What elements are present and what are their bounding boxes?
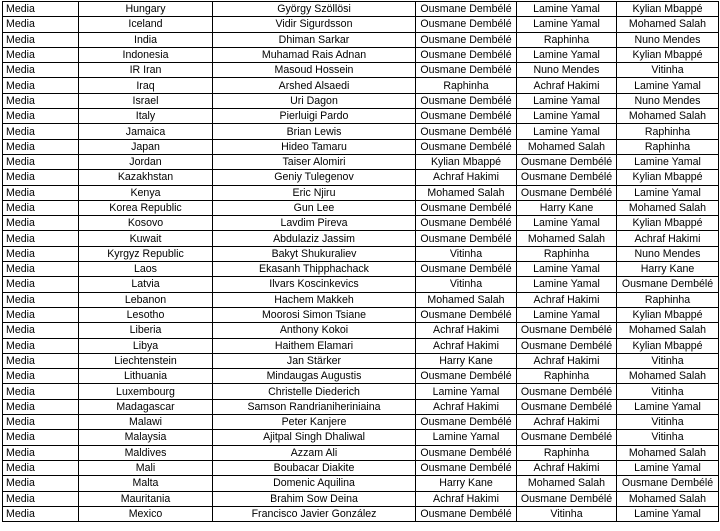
voter-cell: György Szöllösi bbox=[213, 2, 416, 17]
first-choice-cell: Ousmane Dembélé bbox=[416, 93, 517, 108]
third-choice-cell: Nuno Mendes bbox=[617, 246, 719, 261]
table-row bbox=[3, 2, 719, 17]
first-choice-cell: Ousmane Dembélé bbox=[416, 307, 517, 322]
second-choice-cell: Ousmane Dembélé bbox=[517, 338, 617, 353]
first-choice-cell: Achraf Hakimi bbox=[416, 491, 517, 506]
country-cell: Mauritania bbox=[79, 491, 213, 506]
table-row bbox=[3, 323, 719, 338]
table-row bbox=[3, 353, 719, 368]
category-cell: Media bbox=[3, 399, 79, 414]
table-row bbox=[3, 139, 719, 154]
table-row bbox=[3, 399, 719, 414]
third-choice-cell: Nuno Mendes bbox=[617, 32, 719, 47]
voter-cell: Azzam Ali bbox=[213, 445, 416, 460]
first-choice-cell: Ousmane Dembélé bbox=[416, 139, 517, 154]
voter-cell: Uri Dagon bbox=[213, 93, 416, 108]
category-cell: Media bbox=[3, 109, 79, 124]
voter-cell: Jan Stärker bbox=[213, 353, 416, 368]
country-cell: Lebanon bbox=[79, 292, 213, 307]
first-choice-cell: Mohamed Salah bbox=[416, 185, 517, 200]
third-choice-cell: Nuno Mendes bbox=[617, 93, 719, 108]
country-cell: Malta bbox=[79, 476, 213, 491]
category-cell: Media bbox=[3, 262, 79, 277]
table-row bbox=[3, 93, 719, 108]
second-choice-cell: Lamine Yamal bbox=[517, 47, 617, 62]
voter-cell: Brian Lewis bbox=[213, 124, 416, 139]
table-row bbox=[3, 369, 719, 384]
category-cell: Media bbox=[3, 185, 79, 200]
country-cell: Liberia bbox=[79, 323, 213, 338]
third-choice-cell: Lamine Yamal bbox=[617, 78, 719, 93]
table-row bbox=[3, 17, 719, 32]
second-choice-cell: Achraf Hakimi bbox=[517, 353, 617, 368]
table-row bbox=[3, 109, 719, 124]
country-cell: Madagascar bbox=[79, 399, 213, 414]
table-row bbox=[3, 476, 719, 491]
voter-cell: Geniy Tulegenov bbox=[213, 170, 416, 185]
third-choice-cell: Vitinha bbox=[617, 353, 719, 368]
table-row bbox=[3, 430, 719, 445]
third-choice-cell: Harry Kane bbox=[617, 262, 719, 277]
voter-cell: Lavdim Pireva bbox=[213, 216, 416, 231]
second-choice-cell: Ousmane Dembélé bbox=[517, 399, 617, 414]
category-cell: Media bbox=[3, 17, 79, 32]
third-choice-cell: Mohamed Salah bbox=[617, 17, 719, 32]
second-choice-cell: Mohamed Salah bbox=[517, 139, 617, 154]
country-cell: Laos bbox=[79, 262, 213, 277]
first-choice-cell: Ousmane Dembélé bbox=[416, 17, 517, 32]
first-choice-cell: Ousmane Dembélé bbox=[416, 460, 517, 475]
third-choice-cell: Mohamed Salah bbox=[617, 491, 719, 506]
voter-cell: Haithem Elamari bbox=[213, 338, 416, 353]
third-choice-cell: Raphinha bbox=[617, 292, 719, 307]
first-choice-cell: Lamine Yamal bbox=[416, 430, 517, 445]
table-row bbox=[3, 200, 719, 215]
table-row bbox=[3, 63, 719, 78]
second-choice-cell: Raphinha bbox=[517, 369, 617, 384]
category-cell: Media bbox=[3, 124, 79, 139]
second-choice-cell: Lamine Yamal bbox=[517, 262, 617, 277]
country-cell: Jamaica bbox=[79, 124, 213, 139]
second-choice-cell: Lamine Yamal bbox=[517, 93, 617, 108]
first-choice-cell: Ousmane Dembélé bbox=[416, 63, 517, 78]
category-cell: Media bbox=[3, 430, 79, 445]
first-choice-cell: Vitinha bbox=[416, 246, 517, 261]
voter-cell: Gun Lee bbox=[213, 200, 416, 215]
voter-cell: Peter Kanjere bbox=[213, 415, 416, 430]
voter-cell: Hachem Makkeh bbox=[213, 292, 416, 307]
table-row bbox=[3, 506, 719, 521]
third-choice-cell: Vitinha bbox=[617, 415, 719, 430]
country-cell: Kuwait bbox=[79, 231, 213, 246]
category-cell: Media bbox=[3, 246, 79, 261]
second-choice-cell: Vitinha bbox=[517, 506, 617, 521]
voter-cell: Pierluigi Pardo bbox=[213, 109, 416, 124]
first-choice-cell: Raphinha bbox=[416, 78, 517, 93]
category-cell: Media bbox=[3, 338, 79, 353]
country-cell: Lithuania bbox=[79, 369, 213, 384]
voter-cell: Boubacar Diakite bbox=[213, 460, 416, 475]
second-choice-cell: Mohamed Salah bbox=[517, 476, 617, 491]
voter-cell: Masoud Hossein bbox=[213, 63, 416, 78]
table-row bbox=[3, 231, 719, 246]
table-row bbox=[3, 32, 719, 47]
category-cell: Media bbox=[3, 63, 79, 78]
table-row bbox=[3, 415, 719, 430]
table-row bbox=[3, 384, 719, 399]
category-cell: Media bbox=[3, 415, 79, 430]
voter-cell: Taiser Alomiri bbox=[213, 154, 416, 169]
voter-cell: Ilvars Koscinkevics bbox=[213, 277, 416, 292]
voter-cell: Christelle Diederich bbox=[213, 384, 416, 399]
country-cell: Kyrgyz Republic bbox=[79, 246, 213, 261]
voter-cell: Vidir Sigurdsson bbox=[213, 17, 416, 32]
category-cell: Media bbox=[3, 47, 79, 62]
category-cell: Media bbox=[3, 369, 79, 384]
category-cell: Media bbox=[3, 445, 79, 460]
category-cell: Media bbox=[3, 231, 79, 246]
voter-cell: Domenic Aquilina bbox=[213, 476, 416, 491]
third-choice-cell: Lamine Yamal bbox=[617, 506, 719, 521]
first-choice-cell: Achraf Hakimi bbox=[416, 170, 517, 185]
third-choice-cell: Mohamed Salah bbox=[617, 323, 719, 338]
category-cell: Media bbox=[3, 277, 79, 292]
category-cell: Media bbox=[3, 170, 79, 185]
votes-table-body bbox=[3, 2, 719, 522]
voter-cell: Dhiman Sarkar bbox=[213, 32, 416, 47]
voter-cell: Bakyt Shukuraliev bbox=[213, 246, 416, 261]
country-cell: Malawi bbox=[79, 415, 213, 430]
first-choice-cell: Kylian Mbappé bbox=[416, 154, 517, 169]
third-choice-cell: Mohamed Salah bbox=[617, 445, 719, 460]
second-choice-cell: Achraf Hakimi bbox=[517, 415, 617, 430]
second-choice-cell: Lamine Yamal bbox=[517, 2, 617, 17]
first-choice-cell: Achraf Hakimi bbox=[416, 323, 517, 338]
second-choice-cell: Ousmane Dembélé bbox=[517, 170, 617, 185]
third-choice-cell: Kylian Mbappé bbox=[617, 338, 719, 353]
second-choice-cell: Lamine Yamal bbox=[517, 307, 617, 322]
category-cell: Media bbox=[3, 139, 79, 154]
table-row bbox=[3, 460, 719, 475]
first-choice-cell: Ousmane Dembélé bbox=[416, 262, 517, 277]
third-choice-cell: Ousmane Dembélé bbox=[617, 277, 719, 292]
country-cell: India bbox=[79, 32, 213, 47]
second-choice-cell: Achraf Hakimi bbox=[517, 460, 617, 475]
first-choice-cell: Vitinha bbox=[416, 277, 517, 292]
category-cell: Media bbox=[3, 78, 79, 93]
table-row bbox=[3, 262, 719, 277]
second-choice-cell: Raphinha bbox=[517, 32, 617, 47]
third-choice-cell: Mohamed Salah bbox=[617, 109, 719, 124]
country-cell: Israel bbox=[79, 93, 213, 108]
voter-cell: Muhamad Rais Adnan bbox=[213, 47, 416, 62]
country-cell: Iceland bbox=[79, 17, 213, 32]
country-cell: Maldives bbox=[79, 445, 213, 460]
table-row bbox=[3, 216, 719, 231]
first-choice-cell: Harry Kane bbox=[416, 476, 517, 491]
second-choice-cell: Achraf Hakimi bbox=[517, 292, 617, 307]
second-choice-cell: Ousmane Dembélé bbox=[517, 323, 617, 338]
country-cell: Japan bbox=[79, 139, 213, 154]
second-choice-cell: Mohamed Salah bbox=[517, 231, 617, 246]
country-cell: Iraq bbox=[79, 78, 213, 93]
country-cell: Hungary bbox=[79, 2, 213, 17]
table-row bbox=[3, 170, 719, 185]
country-cell: Kosovo bbox=[79, 216, 213, 231]
table-row bbox=[3, 124, 719, 139]
votes-table bbox=[2, 1, 719, 522]
second-choice-cell: Harry Kane bbox=[517, 200, 617, 215]
third-choice-cell: Raphinha bbox=[617, 139, 719, 154]
third-choice-cell: Kylian Mbappé bbox=[617, 47, 719, 62]
first-choice-cell: Ousmane Dembélé bbox=[416, 2, 517, 17]
first-choice-cell: Ousmane Dembélé bbox=[416, 506, 517, 521]
voter-cell: Anthony Kokoi bbox=[213, 323, 416, 338]
country-cell: Libya bbox=[79, 338, 213, 353]
first-choice-cell: Lamine Yamal bbox=[416, 384, 517, 399]
voter-cell: Hideo Tamaru bbox=[213, 139, 416, 154]
category-cell: Media bbox=[3, 307, 79, 322]
country-cell: IR Iran bbox=[79, 63, 213, 78]
second-choice-cell: Lamine Yamal bbox=[517, 216, 617, 231]
third-choice-cell: Lamine Yamal bbox=[617, 460, 719, 475]
third-choice-cell: Kylian Mbappé bbox=[617, 216, 719, 231]
table-row bbox=[3, 277, 719, 292]
category-cell: Media bbox=[3, 93, 79, 108]
third-choice-cell: Vitinha bbox=[617, 63, 719, 78]
third-choice-cell: Vitinha bbox=[617, 430, 719, 445]
third-choice-cell: Mohamed Salah bbox=[617, 200, 719, 215]
country-cell: Mexico bbox=[79, 506, 213, 521]
category-cell: Media bbox=[3, 216, 79, 231]
country-cell: Mali bbox=[79, 460, 213, 475]
category-cell: Media bbox=[3, 384, 79, 399]
country-cell: Malaysia bbox=[79, 430, 213, 445]
second-choice-cell: Ousmane Dembélé bbox=[517, 154, 617, 169]
voter-cell: Moorosi Simon Tsiane bbox=[213, 307, 416, 322]
second-choice-cell: Raphinha bbox=[517, 246, 617, 261]
first-choice-cell: Achraf Hakimi bbox=[416, 399, 517, 414]
voter-cell: Brahim Sow Deina bbox=[213, 491, 416, 506]
third-choice-cell: Lamine Yamal bbox=[617, 185, 719, 200]
table-row bbox=[3, 154, 719, 169]
table-row bbox=[3, 246, 719, 261]
first-choice-cell: Ousmane Dembélé bbox=[416, 445, 517, 460]
second-choice-cell: Ousmane Dembélé bbox=[517, 430, 617, 445]
second-choice-cell: Lamine Yamal bbox=[517, 277, 617, 292]
third-choice-cell: Ousmane Dembélé bbox=[617, 476, 719, 491]
category-cell: Media bbox=[3, 353, 79, 368]
table-row bbox=[3, 307, 719, 322]
second-choice-cell: Raphinha bbox=[517, 445, 617, 460]
category-cell: Media bbox=[3, 2, 79, 17]
country-cell: Kazakhstan bbox=[79, 170, 213, 185]
table-row bbox=[3, 491, 719, 506]
table-row bbox=[3, 185, 719, 200]
country-cell: Indonesia bbox=[79, 47, 213, 62]
first-choice-cell: Achraf Hakimi bbox=[416, 338, 517, 353]
category-cell: Media bbox=[3, 476, 79, 491]
first-choice-cell: Ousmane Dembélé bbox=[416, 216, 517, 231]
category-cell: Media bbox=[3, 506, 79, 521]
category-cell: Media bbox=[3, 154, 79, 169]
voter-cell: Mindaugas Augustis bbox=[213, 369, 416, 384]
category-cell: Media bbox=[3, 491, 79, 506]
category-cell: Media bbox=[3, 32, 79, 47]
country-cell: Italy bbox=[79, 109, 213, 124]
country-cell: Luxembourg bbox=[79, 384, 213, 399]
first-choice-cell: Ousmane Dembélé bbox=[416, 415, 517, 430]
country-cell: Lesotho bbox=[79, 307, 213, 322]
third-choice-cell: Vitinha bbox=[617, 384, 719, 399]
voter-cell: Ekasanh Thipphachack bbox=[213, 262, 416, 277]
country-cell: Liechtenstein bbox=[79, 353, 213, 368]
category-cell: Media bbox=[3, 200, 79, 215]
category-cell: Media bbox=[3, 323, 79, 338]
voter-cell: Eric Njiru bbox=[213, 185, 416, 200]
first-choice-cell: Ousmane Dembélé bbox=[416, 200, 517, 215]
third-choice-cell: Kylian Mbappé bbox=[617, 170, 719, 185]
first-choice-cell: Ousmane Dembélé bbox=[416, 32, 517, 47]
first-choice-cell: Ousmane Dembélé bbox=[416, 369, 517, 384]
third-choice-cell: Kylian Mbappé bbox=[617, 307, 719, 322]
second-choice-cell: Ousmane Dembélé bbox=[517, 185, 617, 200]
third-choice-cell: Lamine Yamal bbox=[617, 399, 719, 414]
country-cell: Kenya bbox=[79, 185, 213, 200]
country-cell: Jordan bbox=[79, 154, 213, 169]
category-cell: Media bbox=[3, 292, 79, 307]
category-cell: Media bbox=[3, 460, 79, 475]
first-choice-cell: Harry Kane bbox=[416, 353, 517, 368]
third-choice-cell: Raphinha bbox=[617, 124, 719, 139]
table-row bbox=[3, 47, 719, 62]
second-choice-cell: Achraf Hakimi bbox=[517, 78, 617, 93]
table-row bbox=[3, 292, 719, 307]
voter-cell: Francisco Javier González bbox=[213, 506, 416, 521]
country-cell: Korea Republic bbox=[79, 200, 213, 215]
first-choice-cell: Ousmane Dembélé bbox=[416, 47, 517, 62]
voter-cell: Abdulaziz Jassim bbox=[213, 231, 416, 246]
third-choice-cell: Mohamed Salah bbox=[617, 369, 719, 384]
third-choice-cell: Kylian Mbappé bbox=[617, 2, 719, 17]
voter-cell: Arshed Alsaedi bbox=[213, 78, 416, 93]
second-choice-cell: Ousmane Dembélé bbox=[517, 491, 617, 506]
voter-cell: Ajitpal Singh Dhaliwal bbox=[213, 430, 416, 445]
second-choice-cell: Ousmane Dembélé bbox=[517, 384, 617, 399]
third-choice-cell: Lamine Yamal bbox=[617, 154, 719, 169]
second-choice-cell: Lamine Yamal bbox=[517, 124, 617, 139]
table-row bbox=[3, 78, 719, 93]
first-choice-cell: Mohamed Salah bbox=[416, 292, 517, 307]
second-choice-cell: Lamine Yamal bbox=[517, 17, 617, 32]
first-choice-cell: Ousmane Dembélé bbox=[416, 124, 517, 139]
first-choice-cell: Ousmane Dembélé bbox=[416, 231, 517, 246]
table-row bbox=[3, 338, 719, 353]
third-choice-cell: Achraf Hakimi bbox=[617, 231, 719, 246]
second-choice-cell: Lamine Yamal bbox=[517, 109, 617, 124]
table-row bbox=[3, 445, 719, 460]
voter-cell: Samson Randrianiheriniaina bbox=[213, 399, 416, 414]
second-choice-cell: Nuno Mendes bbox=[517, 63, 617, 78]
country-cell: Latvia bbox=[79, 277, 213, 292]
first-choice-cell: Ousmane Dembélé bbox=[416, 109, 517, 124]
